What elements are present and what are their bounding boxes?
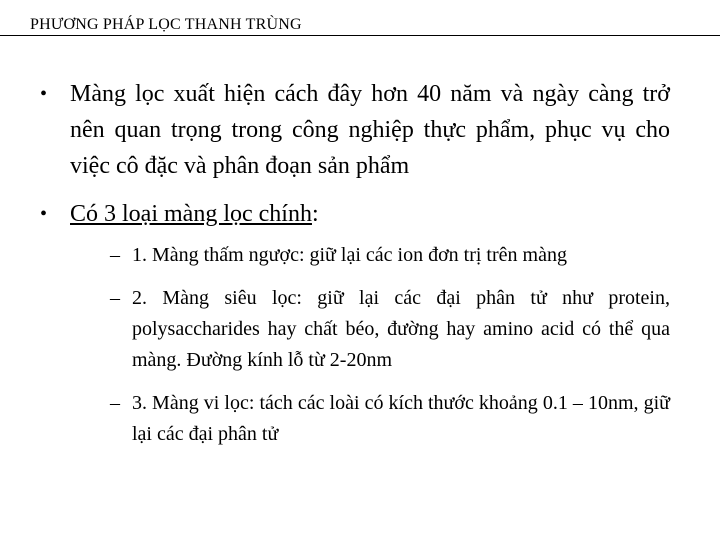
sub-item-2 [110,283,670,376]
bullet-item-2 [40,196,670,450]
title-divider [0,35,720,36]
sub-list [70,240,670,450]
sub-item-text: 3. Màng vi lọc: tách các loài có kích thước khoảng 0.1 – 10nm, giữ lại các đại phân tử [132,392,670,445]
sub-item-text: 1. Màng thấm ngược: giữ lại các ion đơn trị trên màng [132,244,567,266]
bullet-item-1 [40,76,670,184]
dash-icon: – [110,244,120,266]
bullet-heading: Có 3 loại màng lọc chính [70,201,312,227]
bullet-list [40,76,670,462]
bullet-icon: • [40,203,48,225]
bullet-text: Màng lọc xuất hiện cách đây hơn 40 năm và ngày càng trở nên quan trọng trong công nghiệp thực phẩm, phục vụ cho việc cô đặc và phân đoạn sản phẩm [70,81,670,179]
sub-item-text: 2. Màng siêu lọc: giữ lại các đại phân tử như protein, polysaccharides hay chất béo, đường hay amino acid có thể qua màng. Đường kính lỗ từ 2-20nm [132,287,670,371]
sub-item-3 [110,388,670,450]
bullet-heading-colon: : [311,201,319,227]
sub-item-1 [110,240,670,271]
dash-icon: – [110,287,120,309]
bullet-icon: • [40,83,48,105]
dash-icon: – [110,392,120,414]
slide-title: PHƯƠNG PHÁP LỌC THANH TRÙNG [30,16,302,33]
